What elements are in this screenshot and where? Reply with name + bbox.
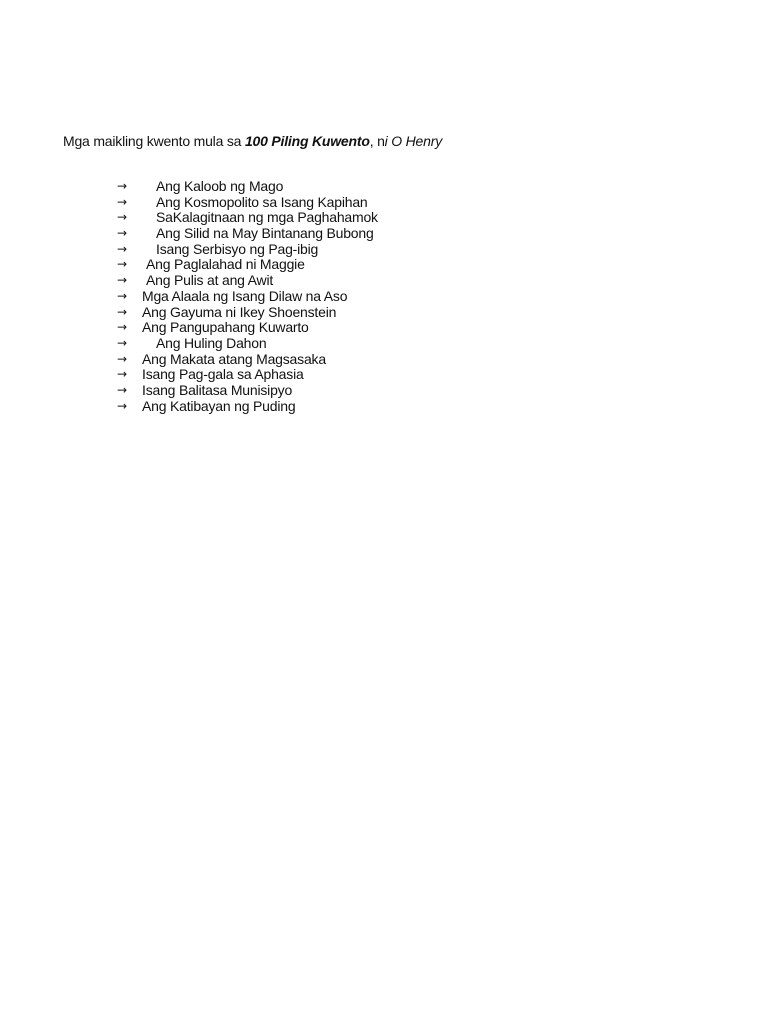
story-title: Isang Balitasa Munisipyo xyxy=(142,381,293,398)
story-title: Ang Gayuma ni Ikey Shoenstein xyxy=(142,303,337,320)
arrow-icon: → xyxy=(117,241,127,256)
story-title: Ang Pangupahang Kuwarto xyxy=(142,319,309,336)
arrow-icon: → xyxy=(117,382,127,397)
intro-line xyxy=(63,132,442,150)
story-title: Ang Pulis at ang Awit xyxy=(146,272,274,289)
intro-prefix: Mga maikling kwento mula sa xyxy=(63,133,245,149)
story-title: Mga Alaala ng Isang Dilaw na Aso xyxy=(142,287,348,304)
story-title: Ang Silid na May Bintanang Bubong xyxy=(156,225,374,242)
book-title: 100 Piling Kuwento xyxy=(244,133,370,149)
arrow-icon: → xyxy=(117,273,127,288)
intro-separator: , n xyxy=(369,133,385,149)
arrow-icon: → xyxy=(117,194,127,209)
arrow-icon: → xyxy=(117,367,127,382)
arrow-icon: → xyxy=(117,398,127,413)
arrow-icon: → xyxy=(117,288,127,303)
arrow-icon: → xyxy=(117,335,127,350)
story-title: SaKalagitnaan ng mga Paghahamok xyxy=(156,209,378,226)
arrow-icon: → xyxy=(117,320,127,335)
story-title: Ang Katibayan ng Puding xyxy=(142,397,296,414)
arrow-icon: → xyxy=(117,351,127,366)
story-title: Isang Pag-gala sa Aphasia xyxy=(142,366,304,383)
arrow-icon: → xyxy=(117,226,127,241)
story-title: Ang Makata atang Magsasaka xyxy=(142,350,326,367)
arrow-icon: → xyxy=(117,257,127,272)
story-title: Ang Paglalahad ni Maggie xyxy=(146,256,305,273)
author-name: i O Henry xyxy=(384,133,442,149)
story-title: Ang Kosmopolito sa Isang Kapihan xyxy=(156,193,368,210)
story-title: Ang Huling Dahon xyxy=(156,334,267,351)
story-title: Isang Serbisyo ng Pag-ibig xyxy=(156,240,319,257)
arrow-icon: → xyxy=(117,179,127,193)
story-title: Ang Kaloob ng Mago xyxy=(156,178,284,194)
arrow-icon: → xyxy=(117,210,127,225)
arrow-icon: → xyxy=(117,304,127,319)
